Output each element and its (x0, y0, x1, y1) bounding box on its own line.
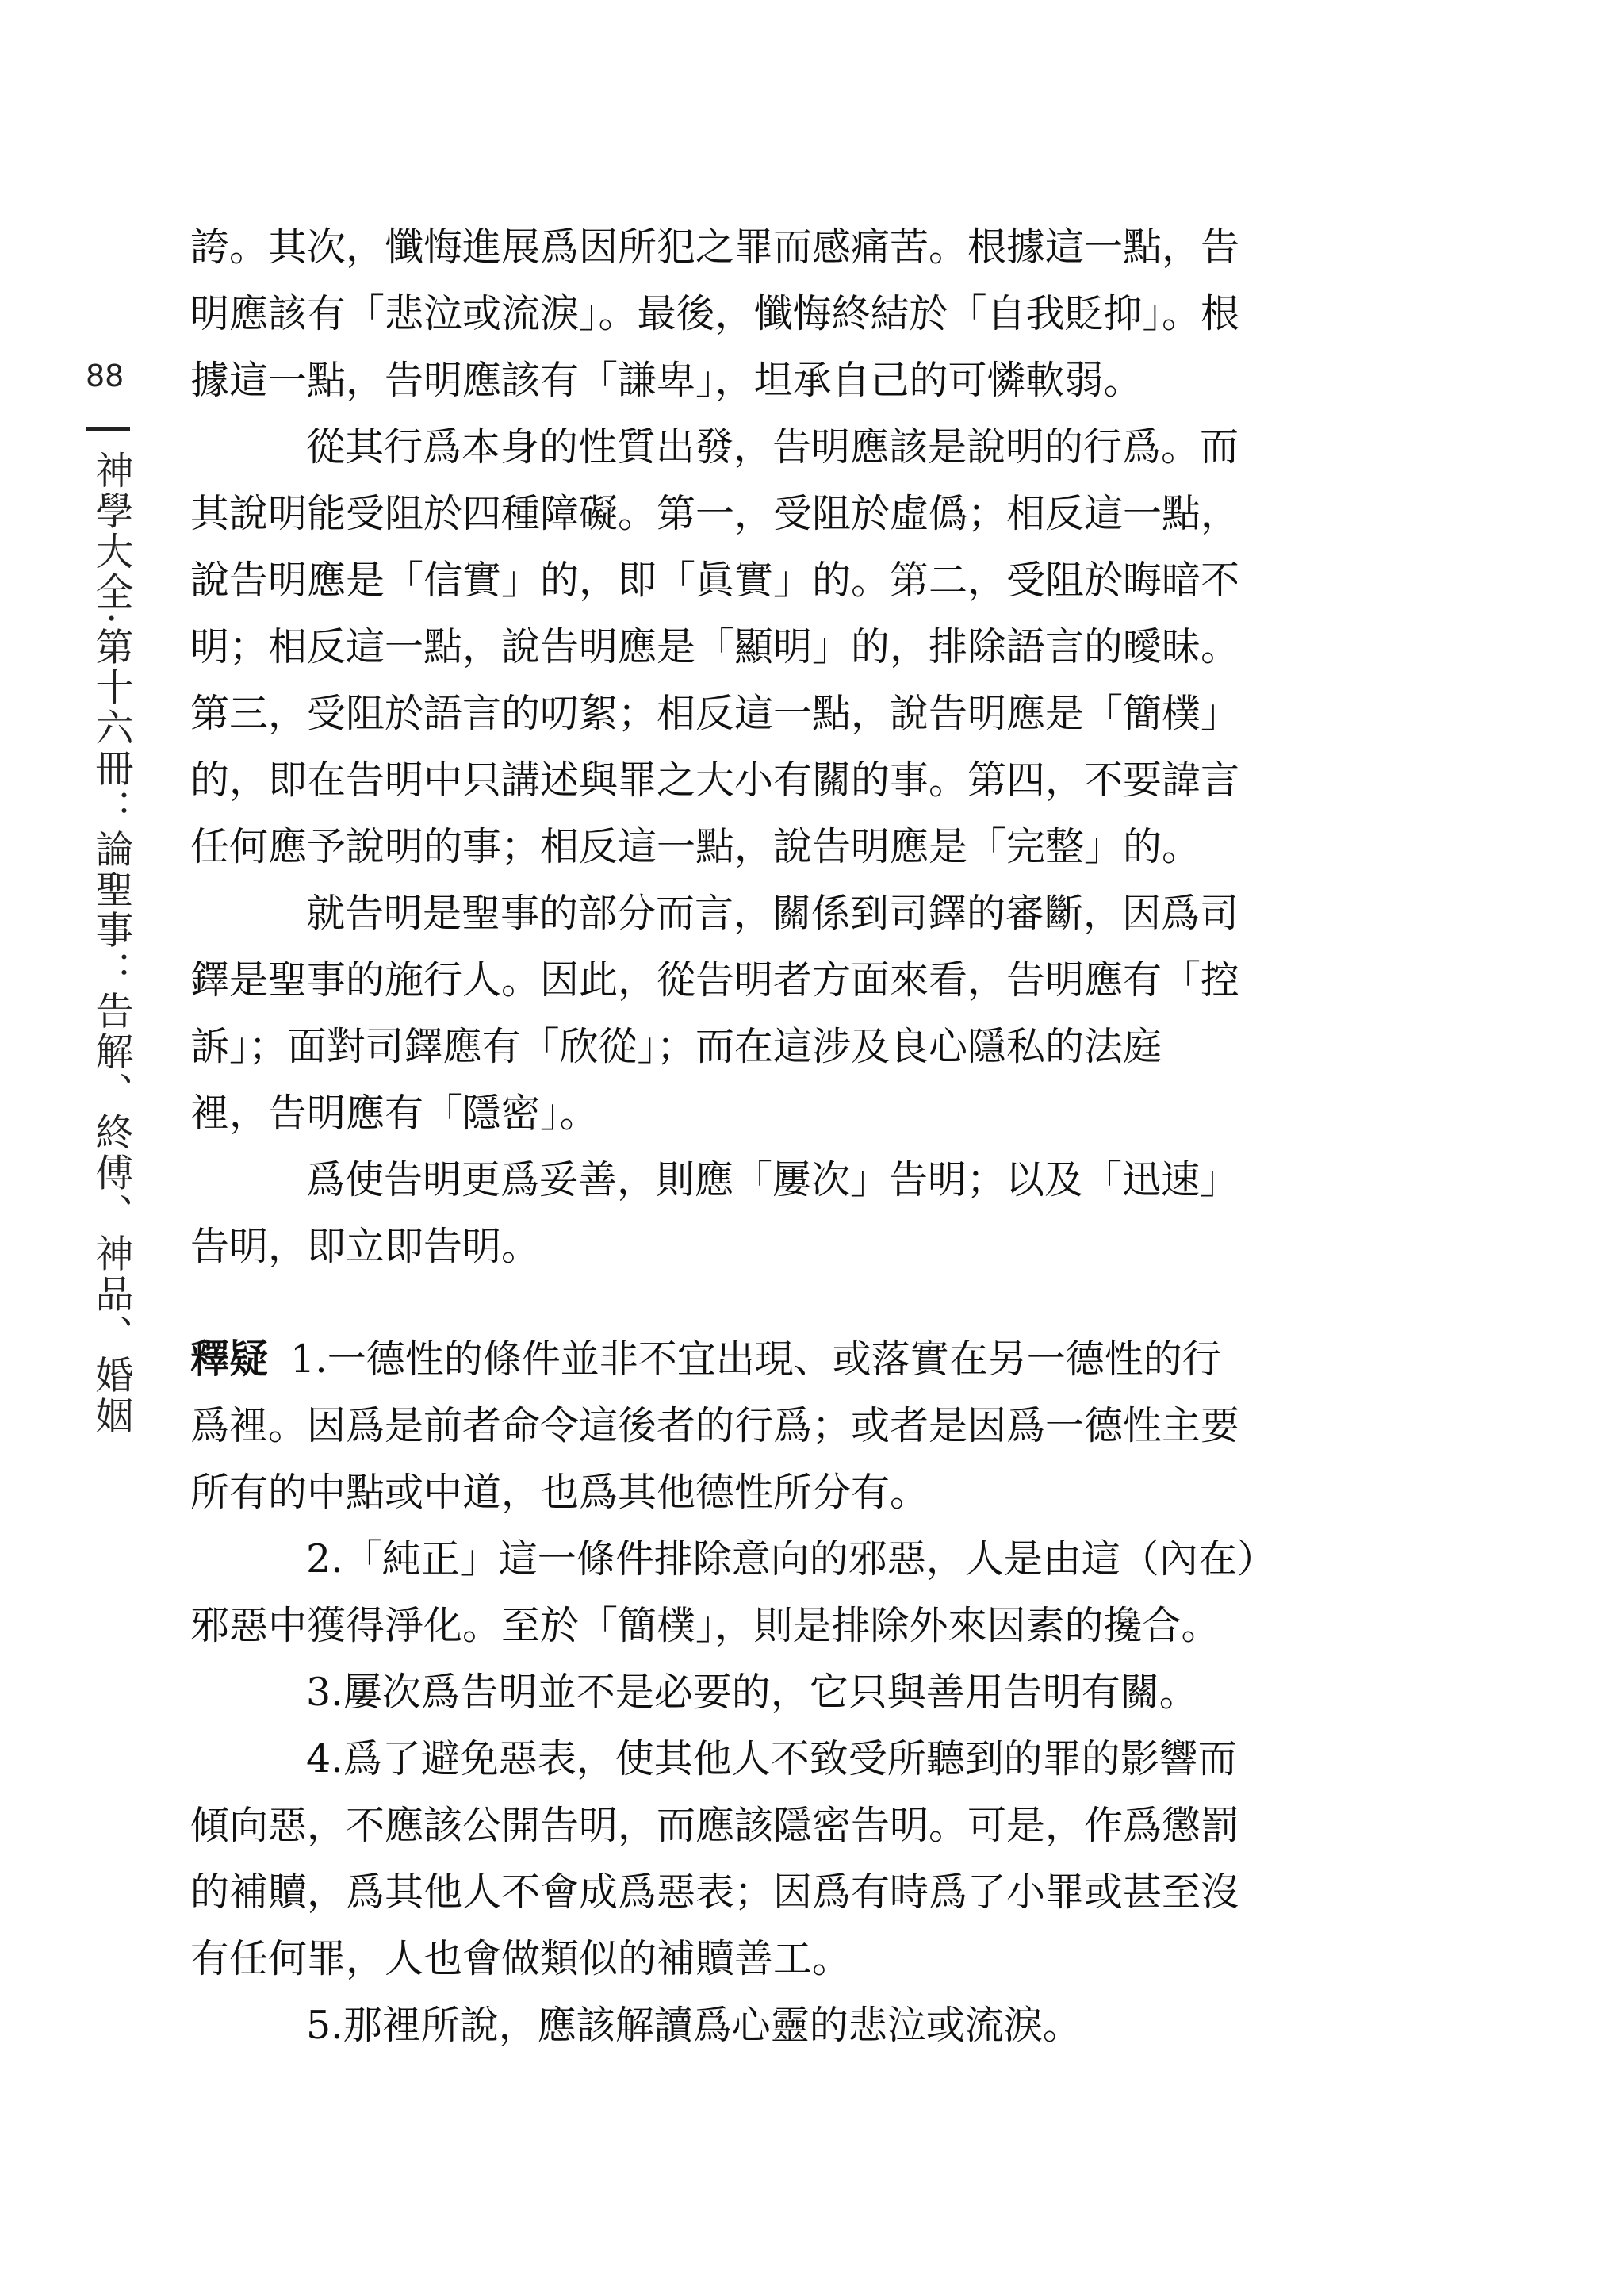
text-line: 告明，即立即告明。 (190, 1224, 541, 1269)
text-line: 明；相反這一點，說告明應是「顯明」的，排除語言的曖昧。 (190, 624, 1240, 669)
text-line: 明應該有「悲泣或流淚」。最後，懺悔終結於「自我貶抑」。根 (190, 291, 1240, 336)
text-line: 任何應予說明的事；相反這一點，說告明應是「完整」的。 (190, 824, 1201, 869)
text-line: 訴」；面對司鐸應有「欣從」；而在這涉及良心隱私的法庭 (190, 1024, 1162, 1069)
reply-1-text: 1.一德性的條件並非不宜出現、或落實在另一德性的行 (290, 1336, 1221, 1382)
text-line: 傾向惡，不應該公開告明，而應該隱密告明。可是，作爲懲罰 (190, 1803, 1240, 1848)
replies-label: 釋疑 (190, 1336, 269, 1382)
text-line: 2.「純正」這一條件排除意向的邪惡，人是由這（內在） (306, 1536, 1276, 1582)
text-line: 就告明是聖事的部分而言，關係到司鐸的審斷，因爲司 (306, 891, 1239, 936)
paragraph (190, 214, 1316, 414)
text-line: 鐸是聖事的施行人。因此，從告明者方面來看，告明應有「控 (190, 957, 1240, 1003)
text-line: 所有的中點或中道，也爲其他德性所分有。 (190, 1470, 929, 1515)
text-line: 說告明應是「信實」的，即「眞實」的。第二，受阻於晦暗不 (190, 558, 1240, 603)
text-line: 第三，受阻於語言的叨絮；相反這一點，說告明應是「簡樸」 (190, 691, 1240, 736)
running-head-rule (86, 427, 130, 431)
main-text (190, 214, 1316, 2059)
text-line: 4.爲了避免惡表，使其他人不致受所聽到的罪的影響而 (306, 1736, 1237, 1781)
text-line: 的，即在告明中只講述與罪之大小有關的事。第四，不要諱言 (190, 757, 1240, 803)
text-line: 5.那裡所說，應該解讀爲心靈的悲泣或流淚。 (306, 2003, 1082, 2048)
replies-section (190, 1326, 1316, 2059)
text-line: 3.屢次爲告明並不是必要的，它只與善用告明有關。 (306, 1670, 1198, 1715)
paragraph (190, 880, 1316, 1147)
text-line: 誇。其次，懺悔進展爲因所犯之罪而感痛苦。根據這一點，告 (190, 224, 1240, 270)
text-line: 邪惡中獲得淨化。至於「簡樸」，則是排除外來因素的攙合。 (190, 1603, 1220, 1648)
text-line: 裡，告明應有「隱密」。 (190, 1091, 599, 1136)
text-line: 的補贖，爲其他人不會成爲惡表；因爲有時爲了小罪或甚至沒 (190, 1869, 1240, 1915)
text-line: 有任何罪，人也會做類似的補贖善工。 (190, 1936, 852, 1981)
page-number: 88 (86, 359, 124, 393)
text-line: 爲裡。因爲是前者命令這後者的行爲；或者是因爲一德性主要 (190, 1403, 1240, 1448)
text-line (190, 1326, 1316, 1393)
section-gap (190, 1280, 1316, 1326)
paragraph (190, 414, 1316, 880)
text-line: 爲使告明更爲妥善，則應「屢次」告明；以及「迅速」 (306, 1157, 1239, 1202)
text-line: 據這一點，告明應該有「謙卑」，坦承自己的可憐軟弱。 (190, 358, 1143, 403)
paragraph (190, 1147, 1316, 1280)
text-line: 從其行爲本身的性質出發，告明應該是說明的行爲。而 (306, 424, 1239, 470)
running-head: 神學大全·第十六冊：論聖事：告解、終傅、神品、婚姻 (89, 451, 133, 1436)
text-line: 其說明能受阻於四種障礙。第一，受阻於虛僞；相反這一點， (190, 491, 1240, 536)
